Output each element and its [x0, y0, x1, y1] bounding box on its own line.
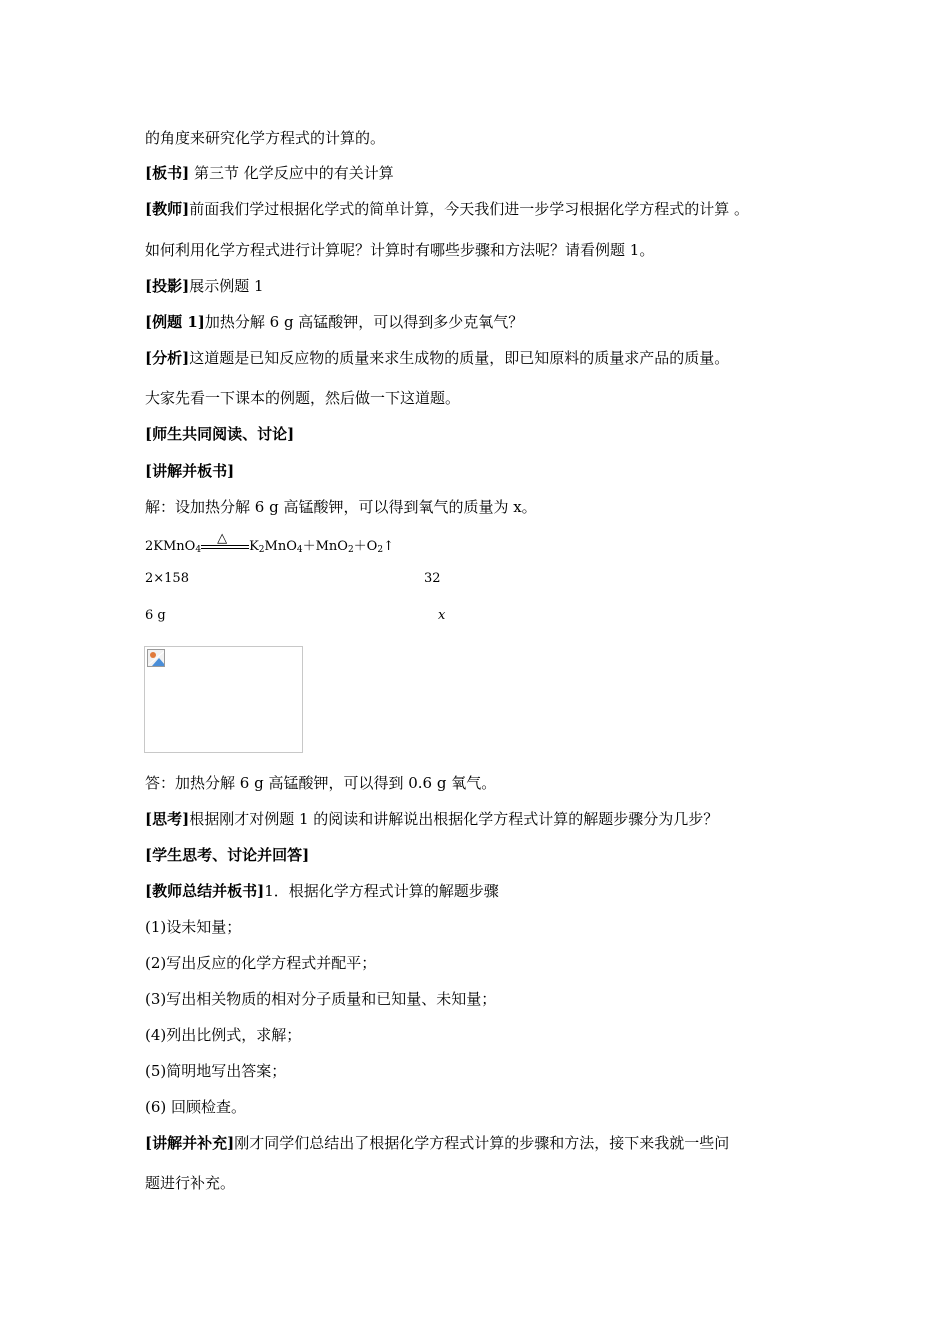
- broken-image-icon: [147, 649, 165, 667]
- text-line: [145, 845, 309, 865]
- text-line: [讲解并补充]刚才同学们总结出了根据化学方程式计算的步骤和方法，接下来我就一些问: [145, 1134, 730, 1152]
- section-tag: [讲解并补充]: [145, 1134, 235, 1152]
- text-line: 解：设加热分解 6 g 高锰酸钾，可以得到氧气的质量为 x。: [145, 498, 537, 516]
- broken-image-placeholder: [144, 646, 303, 753]
- section-tag: [学生思考、讨论并回答]: [145, 846, 310, 864]
- relative-mass-left: 2×158: [145, 571, 189, 586]
- text-line: [分析]这道题是已知反应物的质量来求生成物的质量，即已知原料的质量求产品的质量。: [145, 349, 730, 367]
- text-line: (1)设未知量；: [145, 918, 242, 936]
- text-line: [教师]前面我们学过根据化学式的简单计算，今天我们进一步学习根据化学方程式的计算 。: [145, 200, 749, 218]
- section-tag: [思考]: [145, 810, 190, 828]
- text-line: [投影]展示例题 1: [145, 277, 264, 295]
- text-line: [例题 1]加热分解 6 g 高锰酸钾，可以得到多少克氧气？: [145, 313, 524, 331]
- text-line: 题进行补充。: [145, 1174, 236, 1192]
- text-line: (4)列出比例式，求解；: [145, 1026, 302, 1044]
- text-line: [板书] 第三节 化学反应中的有关计算: [145, 164, 394, 182]
- text-line: 如何利用化学方程式进行计算呢？计算时有哪些步骤和方法呢？请看例题 1。: [145, 241, 655, 259]
- section-tag: [师生共同阅读、讨论]: [145, 425, 295, 443]
- unknown-mass-right: x: [438, 608, 446, 623]
- section-tag: [讲解并板书]: [145, 462, 235, 480]
- section-tag: [板书]: [145, 164, 190, 182]
- text-line: 答：加热分解 6 g 高锰酸钾，可以得到 0.6 g 氧气。: [145, 774, 497, 792]
- text-line: [教师总结并板书]1．根据化学方程式计算的解题步骤: [145, 882, 499, 900]
- section-tag: [投影]: [145, 277, 190, 295]
- text-line: [145, 461, 234, 481]
- gas-arrow-icon: ↑: [383, 539, 394, 554]
- section-tag: [教师]: [145, 200, 190, 218]
- chemical-equation: 2KMnO$_4$ △ $K_2MnO_4+MnO_2+O_2↑$: [145, 531, 394, 555]
- given-mass-left: 6 g: [145, 608, 166, 623]
- relative-mass-right: 32: [424, 571, 441, 586]
- section-tag: [教师总结并板书]: [145, 882, 265, 900]
- text-line: 的角度来研究化学方程式的计算的。: [145, 129, 386, 147]
- heating-condition: [201, 531, 249, 557]
- section-tag: [分析]: [145, 349, 190, 367]
- text-line: [145, 424, 294, 444]
- section-tag: [例题 1]: [145, 313, 205, 331]
- text-line: [思考]根据刚才对例题 1 的阅读和讲解说出根据化学方程式计算的解题步骤分为几步？: [145, 810, 719, 828]
- text-line: (6) 回顾检查。: [145, 1098, 247, 1116]
- text-line: (5)简明地写出答案；: [145, 1062, 287, 1080]
- text-line: (3)写出相关物质的相对分子质量和已知量、未知量；: [145, 990, 497, 1008]
- heat-triangle-icon: △: [217, 531, 228, 546]
- text-line: 大家先看一下课本的例题，然后做一下这道题。: [145, 389, 461, 407]
- text-line: (2)写出反应的化学方程式并配平；: [145, 954, 377, 972]
